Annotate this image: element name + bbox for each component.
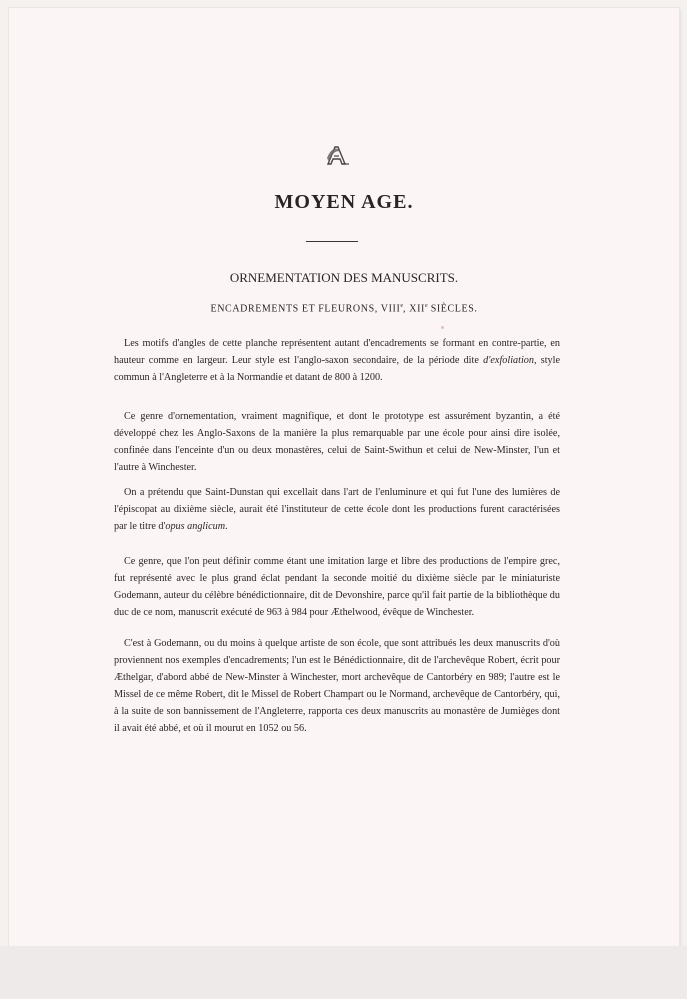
paragraph-text: On a prétendu que Saint-Dunstan qui excellait dans l'art de l'enluminure et qui fut l'une des lumières de l'épiscopat au dixième siècle, aurait été l'instituteur de cette école dont les productions furent caractérisées par le titre d': [114, 487, 560, 532]
paragraph-italic: d'exfoliation: [483, 355, 534, 366]
letter-a-ornament-icon: [325, 144, 351, 168]
subheading-sup-1: e: [400, 303, 404, 309]
paragraph-text-end: .: [225, 521, 228, 532]
paragraph-text-end: , style commun à l'Angleterre et à la Normandie et datant de 800 à 1200.: [114, 355, 561, 383]
paragraph-text: Ce genre d'ornementation, vraiment magnifique, et dont le prototype est assurément byzantin, a été développé chez les Anglo-Saxons de la manière la plus remarquable par une école pour ainsi dire isolée, confinée dans l'enceinte d'un ou deux monastères, celui de Saint-Swithun et celui de New-Minster, l'un et l'autre à Winchester.: [114, 411, 560, 473]
section-heading: ORNEMENTATION DES MANUSCRITS.: [229, 270, 459, 285]
paper-mark: [441, 326, 444, 329]
paragraph-2: [114, 408, 560, 476]
paragraph-3: [114, 484, 560, 535]
page-title: MOYEN AGE.: [274, 191, 414, 213]
paragraph-text: C'est à Godemann, ou du moins à quelque artiste de son école, que sont attribués les deux manuscrits d'où proviennent nos exemples d'encadrements; l'un est le Bénédictionnaire, dit de l'archevêque Robert, écrit pour Æthelgar, d'abord abbé de New-Minster à Winchester, mort archevêque de Cantorbéry en 989; l'autre est le Missel de ce même Robert, dit le Missel de Robert Champart ou le Normand, archevêque de Cantorbéry, qui, à la suite de son bannissement de l'Angleterre, rapporta ces deux manuscrits au monastère de Jumièges dont il avait été abbé, et où il mourut en 1052 ou 56.: [114, 638, 560, 734]
scan-background: [0, 946, 687, 999]
document-page: [9, 8, 679, 946]
subheading-middle: , XII: [403, 303, 425, 315]
section-subheading: [9, 303, 679, 314]
title-divider: [306, 241, 358, 242]
paragraph-4: [114, 553, 560, 621]
paragraph-italic: opus anglicum: [165, 521, 226, 532]
paragraph-5: [114, 635, 560, 737]
subheading-sup-2: e: [424, 303, 428, 309]
paragraph-text: Les motifs d'angles de cette planche représentent autant d'encadrements se formant en contre-partie, en hauteur comme en largeur. Leur style est l'anglo-saxon secondaire, de la période dite: [114, 338, 560, 366]
subheading-prefix: ENCADREMENTS ET FLEURONS, VIII: [210, 303, 401, 315]
subheading-suffix: SIÈCLES.: [427, 303, 478, 315]
paragraph-1: [114, 335, 560, 386]
paragraph-text: Ce genre, que l'on peut définir comme étant une imitation large et libre des productions de l'empire grec, fut représenté avec le plus grand éclat pendant la seconde moitié du dixième siècle par le miniaturiste Godemann, auteur du célèbre bénédictionnaire, dit de Devonshire, parce qu'il fait partie de la bibliothèque du duc de ce nom, manuscrit exécuté de 963 à 984 pour Æthelwood, évêque de Winchester.: [114, 556, 560, 618]
